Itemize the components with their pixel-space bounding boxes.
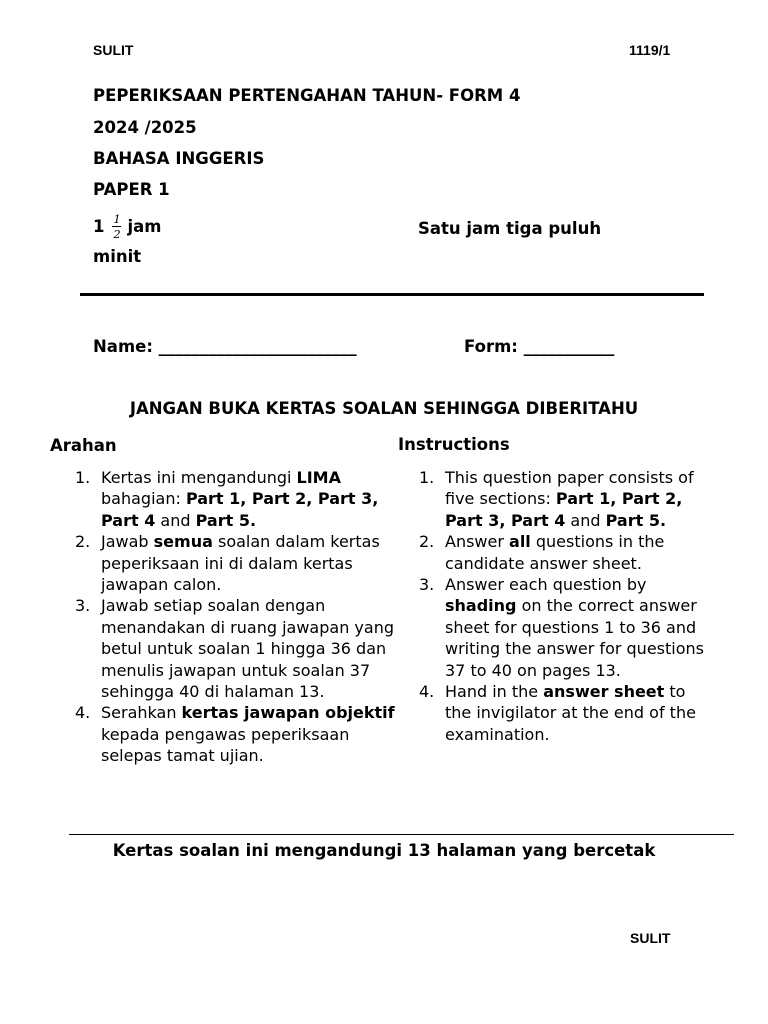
name-field[interactable] — [93, 337, 357, 356]
duration — [93, 213, 161, 240]
name-label: Name: — [93, 337, 159, 356]
item-number: 4. — [75, 703, 91, 723]
exam-title: PEPERIKSAAN PERTENGAHAN TAHUN- FORM 4 — [93, 86, 521, 105]
footer-sulit: SULIT — [630, 930, 671, 946]
item-text: kepada pengawas peperiksaan selepas tamat ujian. — [101, 724, 350, 766]
form-blank[interactable]: ___________ — [523, 337, 615, 356]
item-number: 2. — [419, 532, 435, 552]
item-text: Answer — [445, 532, 510, 552]
item-emphasis: LIMA — [296, 468, 341, 487]
duration-fraction — [112, 213, 121, 240]
title-divider — [80, 293, 704, 296]
arahan-item — [75, 595, 395, 702]
item-emphasis: Part 5. — [195, 510, 257, 530]
item-text: to the invigilator at the end of the examination. — [445, 682, 696, 744]
exam-year: 2024 /2025 — [93, 118, 197, 137]
item-number: 4. — [419, 682, 435, 702]
item-text: soalan dalam kertas peperiksaan ini di dalam kertas jawapan calon. — [101, 532, 380, 595]
item-text: Hand in the — [445, 682, 544, 702]
item-emphasis: shading — [445, 596, 517, 616]
do-not-open-warning: JANGAN BUKA KERTAS SOALAN SEHINGGA DIBERITAHU — [129, 399, 639, 418]
paper-code: 1119/1 — [629, 42, 671, 58]
instructions-heading: Instructions — [398, 435, 510, 454]
arahan-item — [75, 531, 395, 595]
footer-divider — [69, 834, 734, 835]
instructions-list — [419, 467, 714, 745]
item-text: bahagian: — [101, 489, 186, 509]
item-number: 3. — [419, 575, 435, 595]
item-number: 1. — [75, 468, 91, 487]
duration-unit: jam — [127, 217, 162, 236]
item-emphasis: Part 1, Part 2, Part 3, Part 4 — [445, 489, 683, 530]
arahan-item — [75, 702, 395, 766]
item-emphasis: Part 5. — [605, 510, 667, 530]
item-text: Kertas ini mengandungi — [101, 468, 297, 487]
item-emphasis: answer sheet — [543, 682, 665, 702]
arahan-item — [75, 467, 395, 531]
item-text: Answer each question by — [445, 575, 647, 595]
duration-malay-cont: minit — [93, 247, 142, 266]
item-emphasis: kertas jawapan objektif — [181, 703, 395, 723]
item-number: 3. — [75, 596, 91, 616]
header-sulit: SULIT — [93, 42, 134, 58]
item-text: and — [155, 510, 196, 530]
subject-name: BAHASA INGGERIS — [93, 149, 265, 168]
instructions-item — [419, 574, 714, 681]
item-number: 2. — [75, 532, 91, 552]
paper-number: PAPER 1 — [93, 180, 170, 199]
instructions-item — [419, 467, 714, 531]
item-number: 1. — [419, 468, 435, 487]
form-field[interactable] — [464, 337, 614, 356]
item-text: This question paper consists of five sections: — [445, 468, 694, 509]
instructions-item — [419, 681, 714, 745]
item-emphasis: all — [509, 532, 531, 552]
arahan-list — [75, 467, 395, 767]
duration-whole: 1 — [93, 217, 105, 236]
item-emphasis: semua — [153, 532, 213, 552]
item-text: and — [565, 510, 606, 530]
fraction-numerator: 1 — [113, 212, 121, 226]
item-text: questions in the candidate answer sheet. — [445, 532, 665, 573]
form-label: Form: — [464, 337, 524, 356]
name-blank[interactable]: ________________________ — [158, 337, 357, 356]
item-emphasis: Part 1, Part 2, Part 3, Part 4 — [101, 489, 379, 530]
fraction-denominator: 2 — [113, 227, 121, 241]
instructions-item — [419, 531, 714, 574]
item-text: Serahkan — [101, 703, 182, 723]
item-text: Jawab — [101, 532, 154, 552]
arahan-heading: Arahan — [50, 436, 117, 455]
duration-malay: Satu jam tiga puluh — [418, 219, 602, 238]
page-count-note: Kertas soalan ini mengandungi 13 halaman yang bercetak — [112, 841, 656, 860]
item-text: Jawab setiap soalan dengan menandakan di ruang jawapan yang betul untuk soalan 1 hingga 36 dan menulis jawapan untuk soalan 37 sehingga 40 di halaman 13. — [101, 596, 394, 702]
item-text: on the correct answer sheet for questions 1 to 36 and writing the answer for questions 37 to 40 on pages 13. — [445, 596, 704, 680]
